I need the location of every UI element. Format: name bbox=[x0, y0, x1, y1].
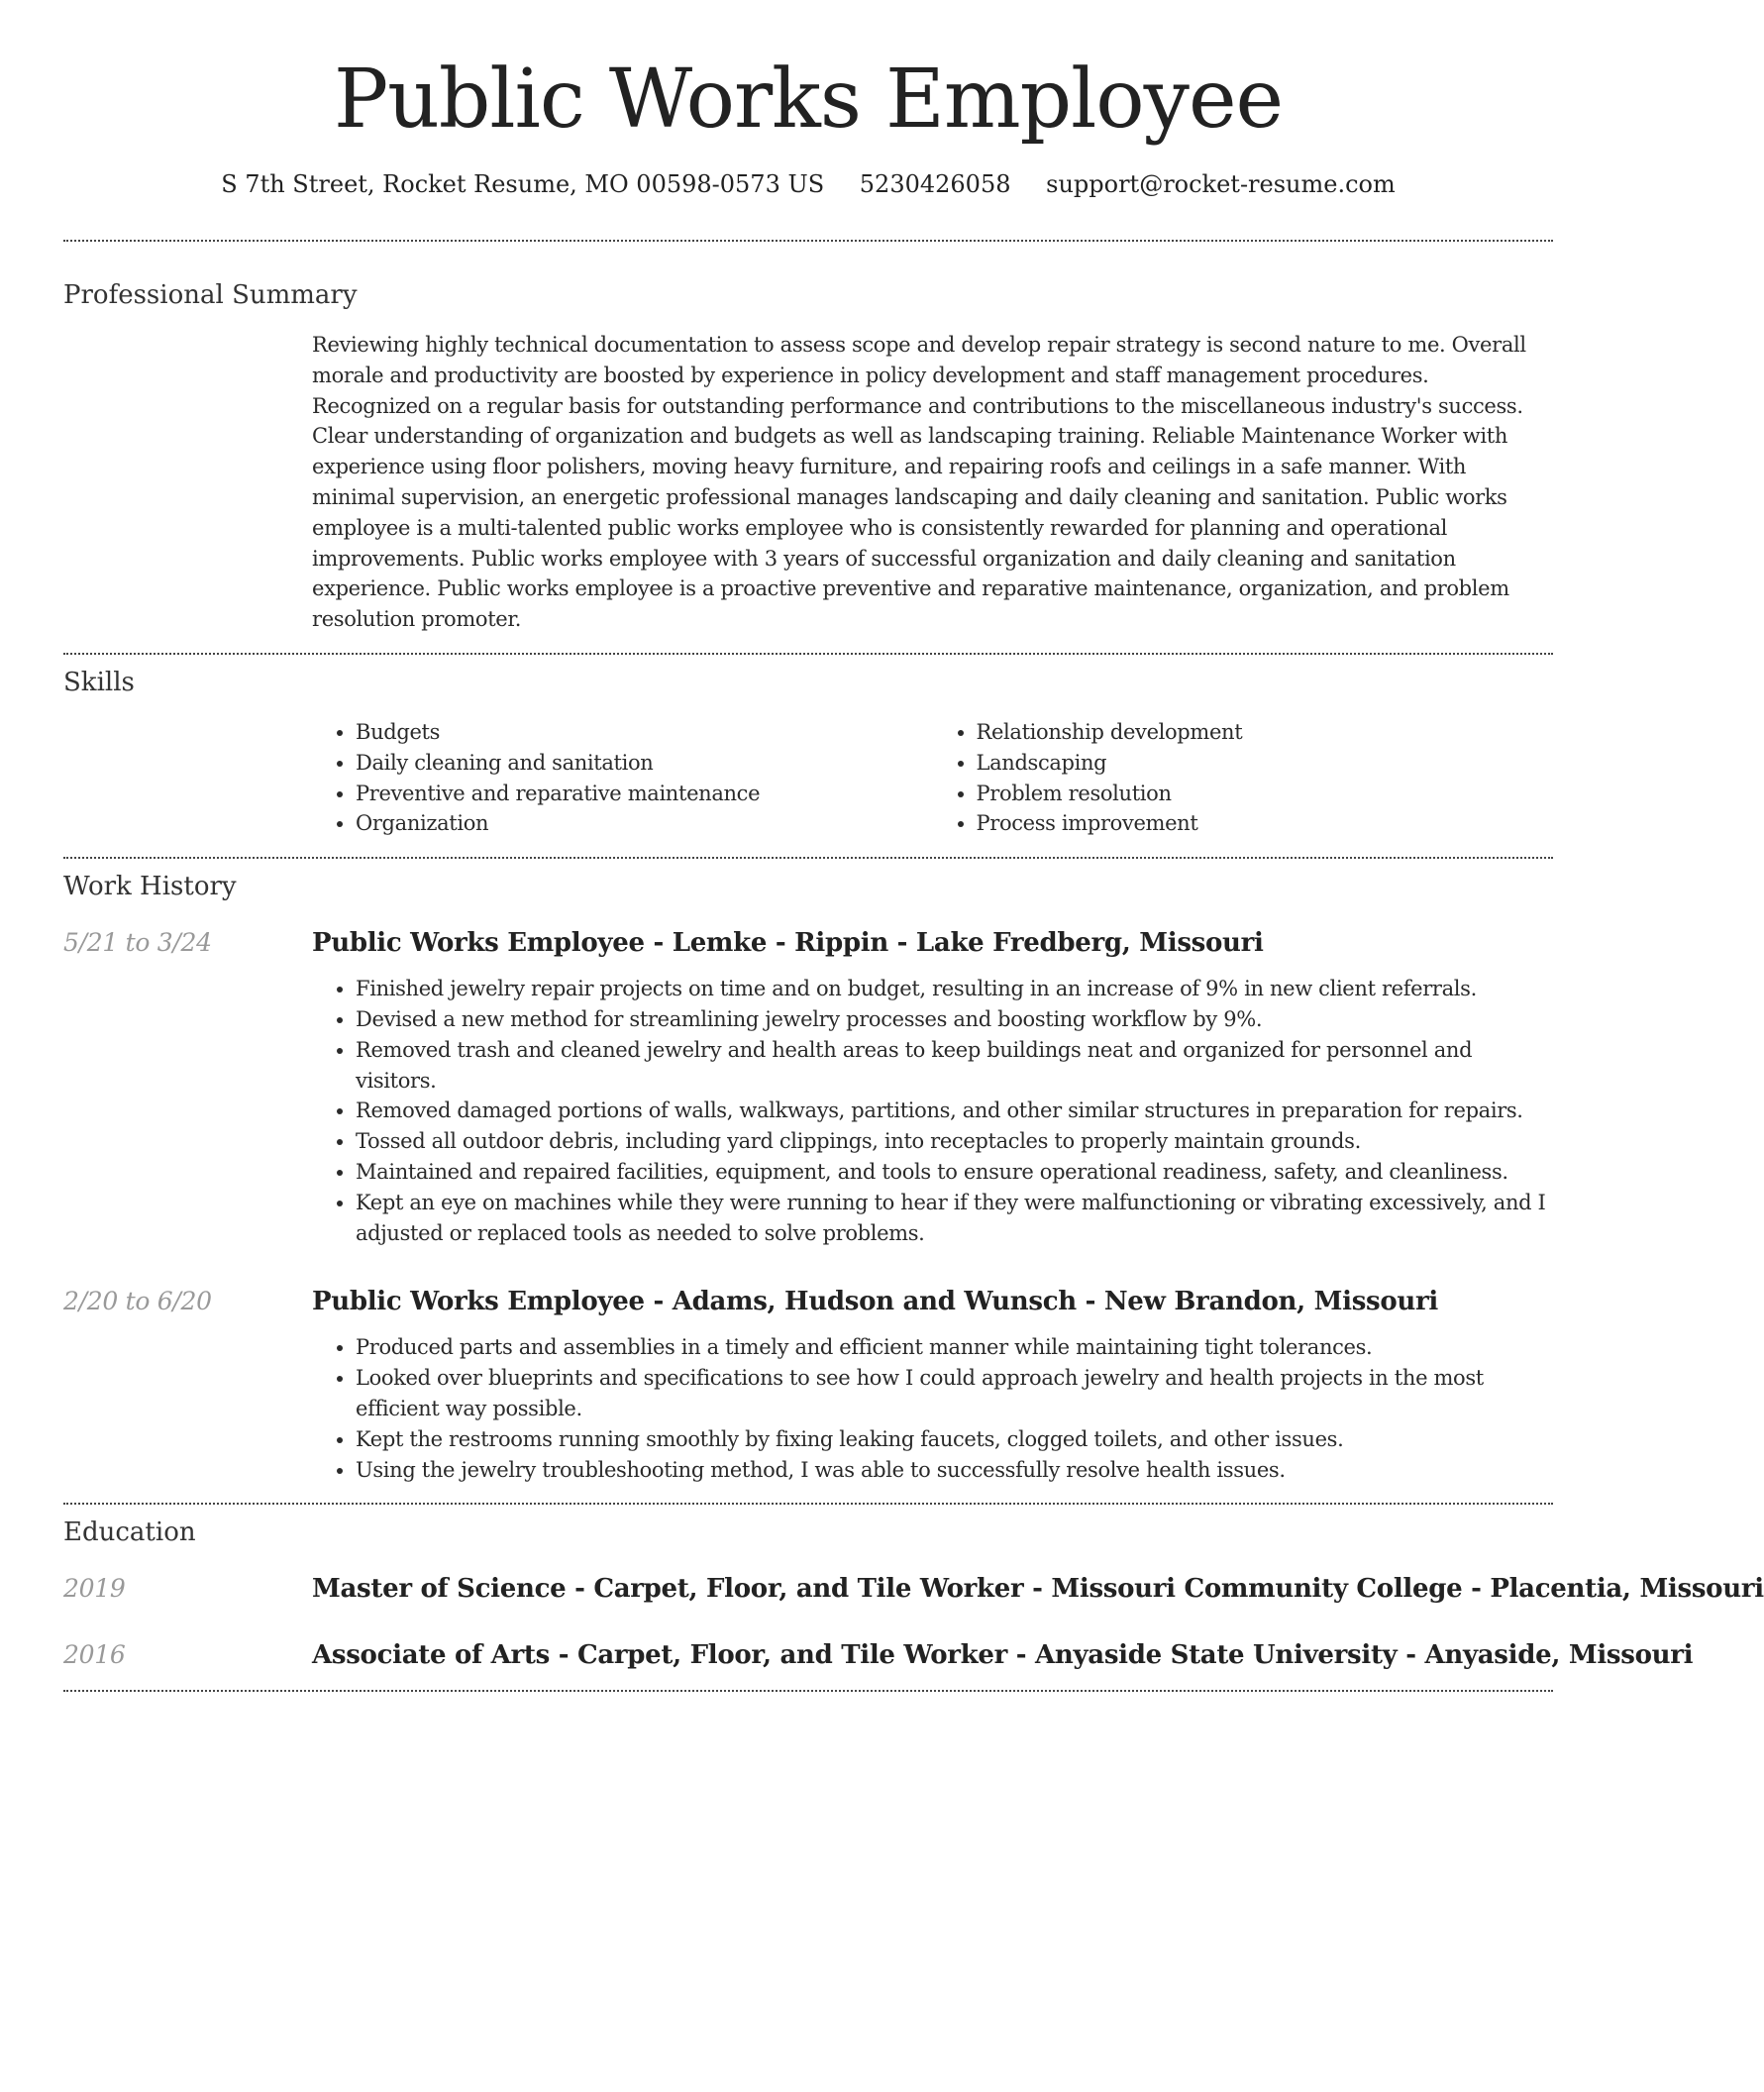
job-entry bbox=[63, 1285, 1553, 1485]
job-bullet: • Removed damaged portions of walls, walkways, partitions, and other similar structures in preparation for repairs. bbox=[356, 1096, 1553, 1126]
divider bbox=[63, 1690, 1553, 1692]
job-dates: 2/20 to 6/20 bbox=[63, 1287, 212, 1316]
skill-item: • Problem resolution bbox=[977, 779, 1554, 809]
skill-item: • Organization bbox=[356, 808, 933, 839]
job-bullet: • Kept an eye on machines while they were running to hear if they were malfunctioning or vibrating excessively, and I adjusted or replaced tools as needed to solve problems. bbox=[356, 1188, 1553, 1249]
education-degree: Associate of Arts - Carpet, Floor, and Tile Worker - Anyaside State University - Anyaside, Missouri bbox=[312, 1640, 1694, 1671]
skill-item: • Daily cleaning and sanitation bbox=[356, 748, 933, 779]
job-bullet: • Using the jewelry troubleshooting method, I was able to successfully resolve health issues. bbox=[356, 1455, 1553, 1486]
summary-heading: Professional Summary bbox=[63, 280, 358, 310]
job-bullets bbox=[312, 1332, 1553, 1485]
job-dates: 5/21 to 3/24 bbox=[63, 928, 212, 958]
skill-item: • Relationship development bbox=[977, 717, 1554, 748]
candidate-name: Public Works Employee bbox=[333, 52, 1284, 147]
job-bullet: • Tossed all outdoor debris, including yard clippings, into receptacles to properly maintain grounds. bbox=[356, 1126, 1553, 1157]
education-year: 2019 bbox=[63, 1574, 126, 1604]
divider bbox=[63, 240, 1553, 242]
job-bullet: • Maintained and repaired facilities, equipment, and tools to ensure operational readiness, safety, and cleanliness. bbox=[356, 1157, 1553, 1188]
job-bullet: • Finished jewelry repair projects on time and on budget, resulting in an increase of 9% in new client referrals. bbox=[356, 974, 1553, 1004]
skill-item: • Preventive and reparative maintenance bbox=[356, 779, 933, 809]
education-year: 2016 bbox=[63, 1640, 126, 1670]
job-bullets bbox=[312, 974, 1553, 1248]
skill-item: • Budgets bbox=[356, 717, 933, 748]
job-bullet: • Kept the restrooms running smoothly by fixing leaking faucets, clogged toilets, and other issues. bbox=[356, 1424, 1553, 1455]
skills-column-right bbox=[933, 717, 1554, 839]
job-bullet: • Removed trash and cleaned jewelry and health areas to keep buildings neat and organized for personnel and visitors. bbox=[356, 1035, 1553, 1097]
job-bullet: • Devised a new method for streamlining jewelry processes and boosting workflow by 9%. bbox=[356, 1004, 1553, 1035]
education-heading: Education bbox=[63, 1517, 196, 1548]
address: S 7th Street, Rocket Resume, MO 00598-0573 US bbox=[221, 170, 825, 198]
job-bullet: • Produced parts and assemblies in a timely and efficient manner while maintaining tight tolerances. bbox=[356, 1332, 1553, 1363]
skill-item: • Landscaping bbox=[977, 748, 1554, 779]
skills-list bbox=[312, 717, 1553, 839]
phone: 5230426058 bbox=[859, 170, 1011, 198]
skills-column-left bbox=[312, 717, 933, 839]
education-degree: Master of Science - Carpet, Floor, and Tile Worker - Missouri Community College - Placentia, Missouri bbox=[312, 1574, 1764, 1605]
job-title: Public Works Employee - Lemke - Rippin - Lake Fredberg, Missouri bbox=[312, 928, 1264, 959]
summary-text: Reviewing highly technical documentation to assess scope and develop repair strategy is second nature to me. Overall morale and productivity are boosted by experience in policy development and staff management procedures. Recognized on a regular basis for outstanding performance and contributions to the miscellaneous industry's success. Clear understanding of organization and budgets as well as landscaping training. Reliable Maintenance Worker with experience using floor polishers, moving heavy furniture, and repairing roofs and ceilings in a safe manner. With minimal supervision, an energetic professional manages landscaping and daily cleaning and sanitation. Public works employee is a multi-talented public works employee who is consistently rewarded for planning and operational improvements. Public works employee with 3 years of successful organization and daily cleaning and sanitation experience. Public works employee is a proactive preventive and reparative maintenance, organization, and problem resolution promoter. bbox=[312, 333, 1526, 632]
job-entry bbox=[63, 926, 1553, 1248]
divider bbox=[63, 1503, 1553, 1505]
resume-page bbox=[63, 0, 1764, 1692]
education-entry bbox=[63, 1572, 1764, 1606]
email: support@rocket-resume.com bbox=[1046, 170, 1396, 198]
divider bbox=[63, 653, 1553, 655]
education-entry bbox=[63, 1638, 1694, 1672]
skills-heading: Skills bbox=[63, 667, 135, 697]
divider bbox=[63, 857, 1553, 859]
work-heading: Work History bbox=[63, 872, 237, 902]
contact-line bbox=[63, 162, 1553, 206]
skill-item: • Process improvement bbox=[977, 808, 1554, 839]
job-bullet: • Looked over blueprints and specifications to see how I could approach jewelry and health projects in the most efficient way possible. bbox=[356, 1363, 1553, 1424]
job-title: Public Works Employee - Adams, Hudson and Wunsch - New Brandon, Missouri bbox=[312, 1287, 1438, 1317]
